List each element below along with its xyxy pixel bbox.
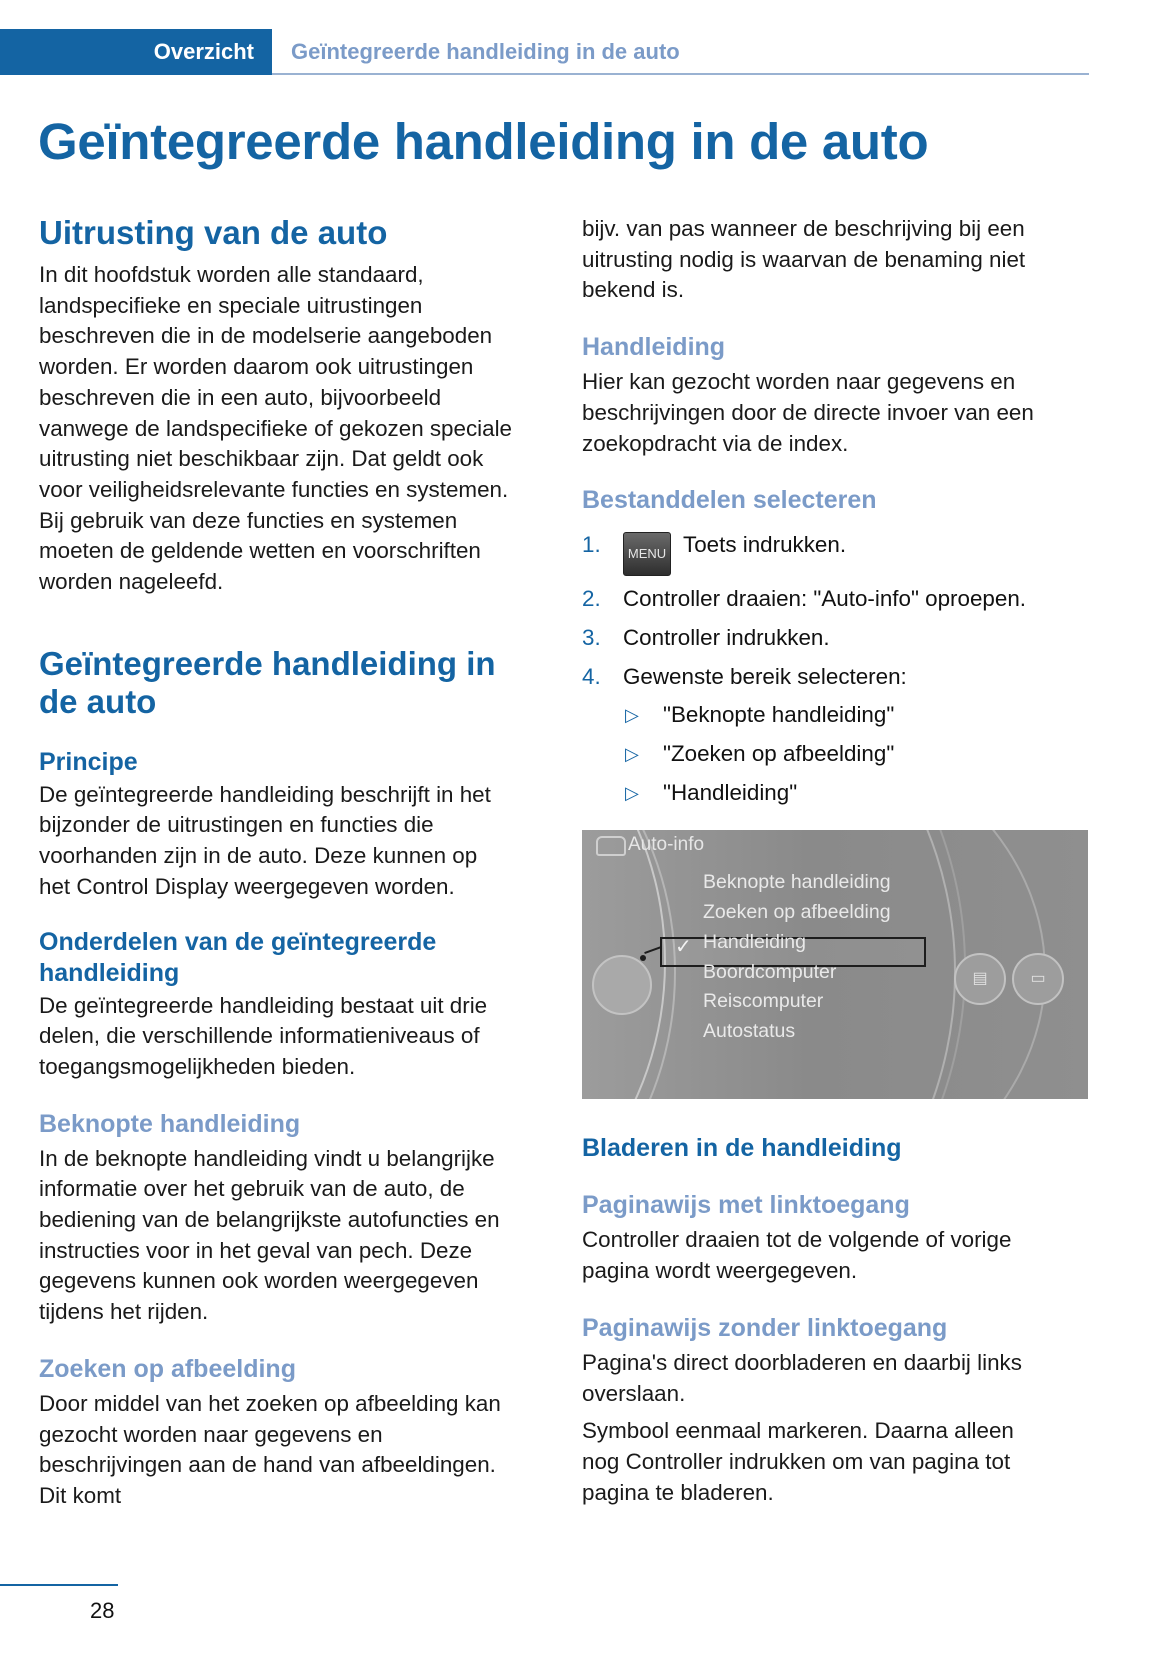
step-item [582, 623, 1088, 654]
screen-settings-icon: ▤ [954, 953, 1006, 1005]
header-rule [272, 73, 1089, 75]
beknopt-text: In de beknopte handleiding vindt u belangrijke informatie over het gebruik van de auto, de bediening van de belangrijkste autofuncties en instructies voor in het geval van pech. Deze gegevens kunnen ook worden weergegeven tijdens het rijden. [39, 1145, 500, 1325]
substep-item [623, 700, 1088, 731]
subheading-zoeken: Zoeken op afbeelding [39, 1354, 296, 1383]
met-linktoegang-text: Controller draaien tot de volgende of vorige pagina wordt weergegeven. [582, 1227, 1012, 1284]
step-text: Toets indrukken. [683, 532, 847, 558]
zonder-linktoegang-text-2: Symbool eenmaal markeren. Daarna alleen nog Controller indrukken om van pagina tot pagina te bladeren. [582, 1418, 1014, 1505]
auto-info-screen-image [582, 830, 1088, 1099]
right-column [582, 216, 1088, 1508]
screen-menu-item: Boordcomputer [703, 961, 837, 984]
subheading-principe: Principe [39, 747, 138, 776]
onderdelen-text: De geïntegreerde handleiding bestaat uit drie delen, die verschillende informatieniveaus of toegangsmogelijkheden bieden. [39, 992, 488, 1079]
menu-key-icon: MENU [623, 532, 671, 576]
left-column [39, 214, 549, 1512]
subheading-handleiding: Handleiding [582, 333, 726, 362]
step-text: Controller indrukken. [623, 624, 830, 650]
substep-list [623, 700, 1088, 808]
zoeken-continued-text: bijv. van pas wanneer de beschrijving bij een uitrusting nodig is waarvan de benaming niet bekend is. [582, 216, 1026, 303]
page-title: Geïntegreerde handleiding in de auto [38, 113, 929, 170]
screen-display-icon: ▭ [1012, 953, 1064, 1005]
zonder-linktoegang-text-1: Pagina's direct doorbladeren en daarbij links overslaan. [582, 1349, 1022, 1406]
section-title-uitrusting: Uitrusting van de auto [39, 214, 388, 251]
subheading-beknopt: Beknopte handleiding [39, 1109, 301, 1138]
screen-title: Auto-info [628, 834, 705, 856]
step-number: 4. [582, 663, 601, 689]
subheading-zonder-linktoegang: Paginawijs zonder linktoegang [582, 1313, 948, 1342]
screen-menu-item: Reiscomputer [703, 990, 824, 1013]
page-number: 28 [90, 1598, 115, 1623]
screen-menu-item: Beknopte handleiding [703, 871, 891, 894]
check-icon: ✓ [675, 936, 692, 959]
step-number: 2. [582, 586, 601, 612]
step-item [582, 662, 1088, 809]
footer-rule [0, 1584, 118, 1586]
step-text: Gewenste bereik selecteren: [623, 663, 907, 689]
screen-menu-item: Autostatus [703, 1020, 796, 1043]
uitrusting-text: In dit hoofdstuk worden alle standaard, landspecifieke en speciale uitrustingen beschreven die in de modelserie aangeboden worden. Er worden daarom ook uitrustingen beschreven die in een auto, bijvoorbeeld vanwege de landspecifieke of gekozen speciale uitrusting niet beschikbaar zijn. Dat geldt ook voor veiligheidsrelevante functies en systemen. Bij gebruik van deze functies en systemen moeten de geldende wetten en voorschriften worden nageleefd. [39, 262, 513, 595]
subheading-met-linktoegang: Paginawijs met linktoegang [582, 1191, 910, 1220]
subheading-bladeren: Bladeren in de handleiding [582, 1134, 902, 1163]
screen-menu-item: Zoeken op afbeelding [703, 901, 891, 924]
car-icon [596, 836, 626, 856]
substep-item [623, 778, 1088, 809]
step-text: Controller draaien: "Auto-info" oproepen. [623, 586, 1026, 612]
step-number: 3. [582, 624, 601, 650]
substep-text: "Beknopte handleiding" [663, 702, 895, 728]
section-title-geintegreerd: Geïntegreerde handleiding in de auto [39, 644, 496, 720]
substep-text: "Handleiding" [663, 779, 798, 805]
triangle-bullet-icon: ▷ [625, 744, 639, 765]
substep-text: "Zoeken op afbeelding" [663, 741, 895, 767]
subheading-onderdelen: Onderdelen van de geïntegreerde handleiding [39, 927, 437, 987]
triangle-bullet-icon: ▷ [625, 705, 639, 726]
step-item [582, 584, 1088, 615]
screen-menu-item-selected: Handleiding [703, 931, 806, 954]
steps-list [582, 530, 1088, 808]
breadcrumb: Geïntegreerde handleiding in de auto [291, 39, 680, 64]
triangle-bullet-icon: ▷ [625, 782, 639, 803]
handleiding-text: Hier kan gezocht worden naar gegevens en beschrijvingen door de directe invoer van een zoekopdracht via de index. [582, 369, 1034, 456]
principe-text: De geïntegreerde handleiding beschrijft in het bijzonder de uitrustingen en functies die voorhanden zijn in de auto. Deze kunnen op het Control Display weergegeven worden. [39, 781, 491, 899]
step-number: 1. [582, 532, 601, 558]
subheading-bestanddelen: Bestanddelen selecteren [582, 486, 877, 515]
section-tab: Overzicht [0, 29, 272, 75]
step-item [582, 530, 1088, 576]
substep-item [623, 739, 1088, 770]
zoeken-text: Door middel van het zoeken op afbeelding kan gezocht worden naar gegevens en beschrijvingen aan de hand van afbeeldingen. Dit komt [39, 1390, 501, 1508]
